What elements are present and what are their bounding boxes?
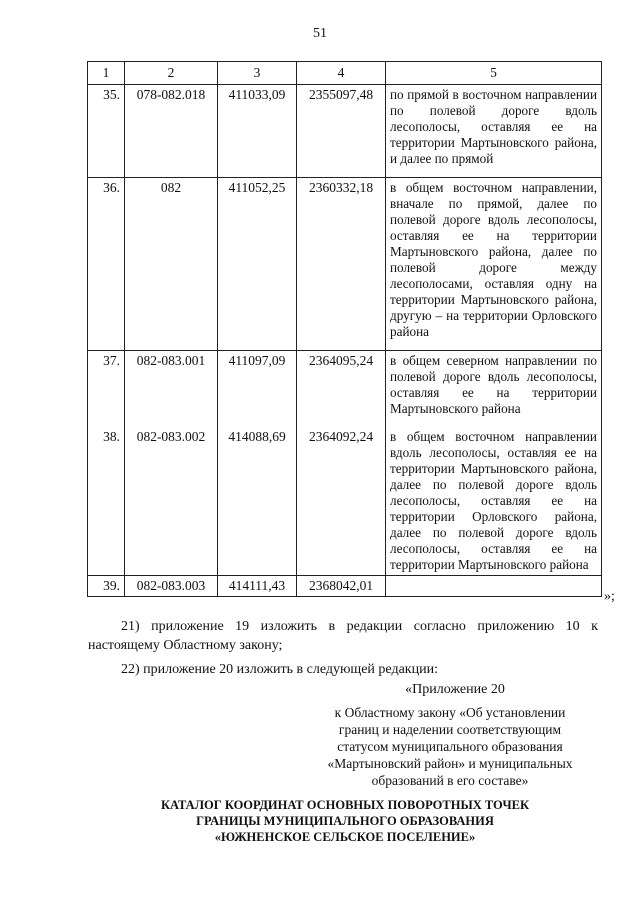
x-coordinate: 411097,09 [218,351,297,428]
row-number: 35. [88,85,125,178]
appendix-line: «Мартыновский район» и муниципальных [327,756,573,771]
row-number: 36. [88,178,125,351]
row-number: 37. [88,351,125,428]
y-coordinate: 2355097,48 [297,85,386,178]
x-coordinate: 414111,43 [218,576,297,597]
header-col-1: 1 [88,62,125,85]
quote-closing-mark: »; [604,589,615,604]
table-row [88,427,602,576]
appendix-line: к Областному закону «Об установлении [334,705,566,720]
page-number: 51 [313,26,327,41]
boundary-description: в общем восточном направлении вдоль лесополосы, оставляя ее на территории Мартыновского района, далее по полевой дороге вдоль лесополосы, оставляя ее на территории Орловского района, далее по полевой дороге вдоль лесополосы, оставляя ее на территории Мартыновского района [386,427,602,576]
catalog-title-line: КАТАЛОГ КООРДИНАТ ОСНОВНЫХ ПОВОРОТНЫХ ТОЧЕК [160,798,530,812]
point-code: 082-083.001 [125,351,218,428]
amendment-paragraph-21: 21) приложение 19 изложить в редакции согласно приложению 10 к настоящему Областному закону; [88,619,598,653]
row-number: 38. [88,427,125,576]
appendix-line: статусом муниципального образования [337,739,563,754]
amendment-paragraph-22: 22) приложение 20 изложить в следующей редакции: [121,662,438,677]
appendix-reference [300,704,600,789]
table-row [88,351,602,428]
table-header-row [88,62,602,85]
boundary-description: в общем северном направлении по полевой дороге вдоль лесополосы, оставляя ее на территории Мартыновского района [386,351,602,428]
table-row [88,85,602,178]
x-coordinate: 411033,09 [218,85,297,178]
header-col-2: 2 [125,62,218,85]
header-col-5: 5 [386,62,602,85]
coordinates-table [87,61,602,597]
x-coordinate: 414088,69 [218,427,297,576]
boundary-description: в общем восточном направлении, вначале по прямой, далее по полевой дороге вдоль лесополосы, оставляя ее на территории Мартыновского района, далее по полевой дороге между лесополосами, оставляя одну на территории Мартыновского района, другую – на территории Орловского района [386,178,602,351]
y-coordinate: 2360332,18 [297,178,386,351]
catalog-title [90,797,600,845]
y-coordinate: 2364095,24 [297,351,386,428]
y-coordinate: 2364092,24 [297,427,386,576]
x-coordinate: 411052,25 [218,178,297,351]
row-number: 39. [88,576,125,597]
catalog-title-line: «ЮЖНЕНСКОЕ СЕЛЬСКОЕ ПОСЕЛЕНИЕ» [214,830,476,844]
point-code: 082-083.002 [125,427,218,576]
appendix-line: образований в его составе» [371,773,529,788]
table-row [88,576,602,597]
header-col-4: 4 [297,62,386,85]
appendix-title: «Приложение 20 [405,682,505,697]
point-code: 082-083.003 [125,576,218,597]
catalog-title-line: ГРАНИЦЫ МУНИЦИПАЛЬНОГО ОБРАЗОВАНИЯ [196,814,494,828]
y-coordinate: 2368042,01 [297,576,386,597]
boundary-description: по прямой в восточном направлении по полевой дороге вдоль лесополосы, оставляя ее на территории Мартыновского района, и далее по прямой [386,85,602,178]
appendix-line: границ и наделении соответствующим [338,722,562,737]
point-code: 078-082.018 [125,85,218,178]
header-col-3: 3 [218,62,297,85]
point-code: 082 [125,178,218,351]
boundary-description [386,576,602,597]
table-row [88,178,602,351]
